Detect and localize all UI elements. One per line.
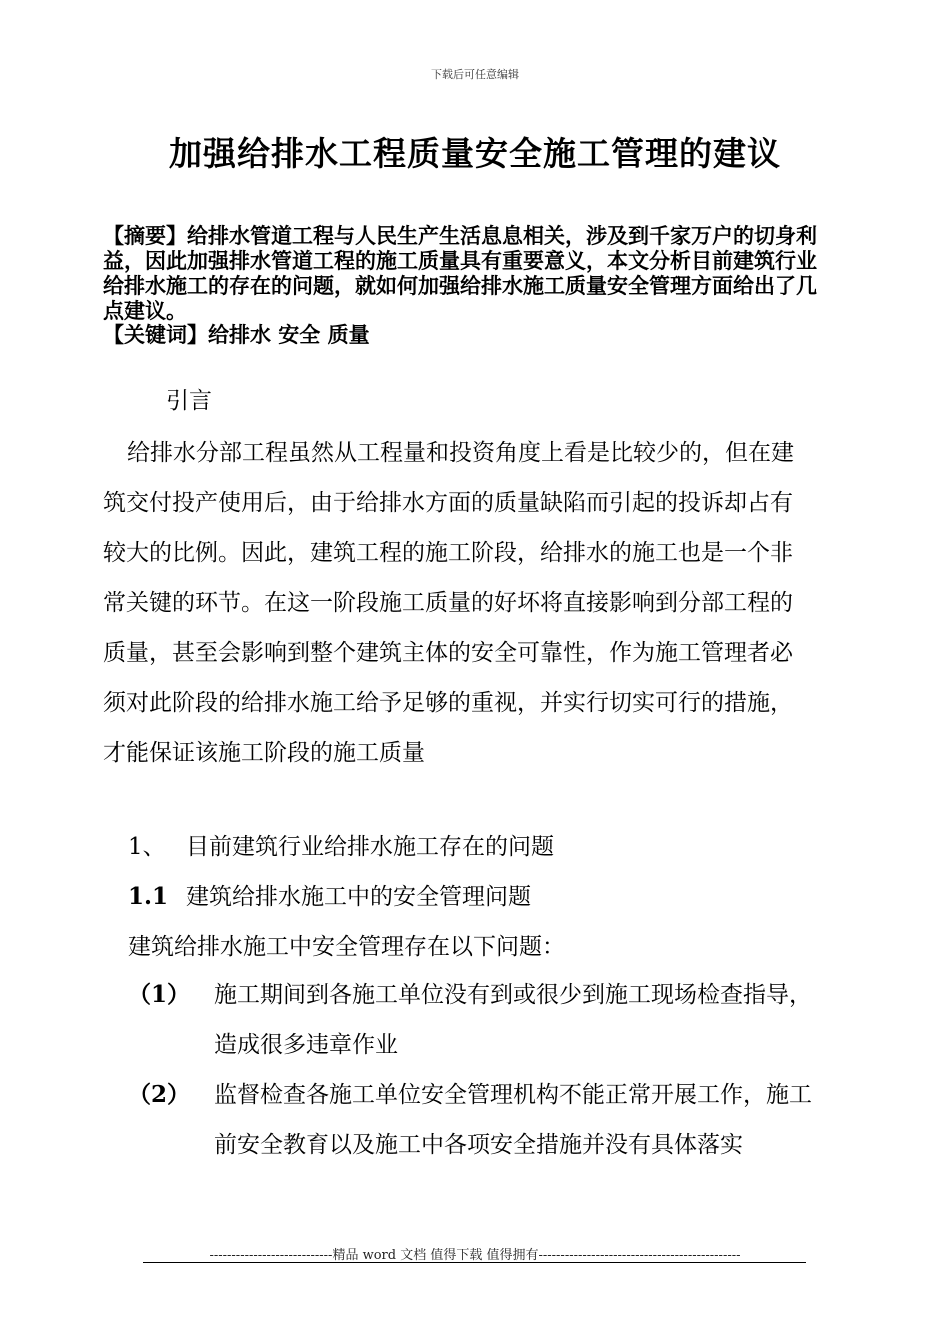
section-1-1-heading xyxy=(128,878,531,911)
section-1-heading xyxy=(128,828,554,861)
intro-heading: 引言 xyxy=(166,388,212,414)
section-1-1-intro: 建筑给排水施工中安全管理存在以下问题： xyxy=(128,934,565,960)
list-item-text: 监督检查各施工单位安全管理机构不能正常开展工作，施工前安全教育以及施工中各项安全措施并没有具体落实 xyxy=(214,1082,812,1158)
section-1-1-title: 建筑给排水施工中的安全管理问题 xyxy=(186,884,531,910)
list-item xyxy=(128,970,828,1070)
list-item-marker: （2） xyxy=(128,1081,191,1108)
footer-note: ----------------------------精品 word 文档 值得下载 值得拥有---------------------------------------------- xyxy=(209,1248,741,1263)
list-item-text: 施工期间到各施工单位没有到或很少到施工现场检查指导，造成很多违章作业 xyxy=(214,982,812,1058)
section-1-1-number: 1.1 xyxy=(128,883,169,910)
keywords: 【关键词】给排水 安全 质量 xyxy=(103,323,370,347)
page-title: 加强给排水工程质量安全施工管理的建议 xyxy=(169,134,781,173)
abstract: 【摘要】给排水管道工程与人民生产生活息息相关，涉及到千家万户的切身利益，因此加强排水管道工程的施工质量具有重要意义，本文分析目前建筑行业给排水施工的存在的问题，就如何加强给排水施工质量安全管理方面给出了几点建议。 xyxy=(103,224,817,323)
list-item-marker: （1） xyxy=(128,981,191,1008)
intro-paragraph: 给排水分部工程虽然从工程量和投资角度上看是比较少的，但在建筑交付投产使用后，由于给排水方面的质量缺陷而引起的投诉却占有较大的比例。因此，建筑工程的施工阶段，给排水的施工也是一个非常关键的环节。在这一阶段施工质量的好坏将直接影响到分部工程的质量，甚至会影响到整个建筑主体的安全可靠性，作为施工管理者必须对此阶段的给排水施工给予足够的重视，并实行切实可行的措施，才能保证该施工阶段的施工质量 xyxy=(103,440,794,766)
footer-divider xyxy=(143,1262,806,1263)
list-item xyxy=(128,1070,828,1170)
section-1-number: 1、 xyxy=(128,834,166,860)
section-1-title: 目前建筑行业给排水施工存在的问题 xyxy=(186,834,554,860)
header-note: 下载后可任意编辑 xyxy=(431,68,519,81)
